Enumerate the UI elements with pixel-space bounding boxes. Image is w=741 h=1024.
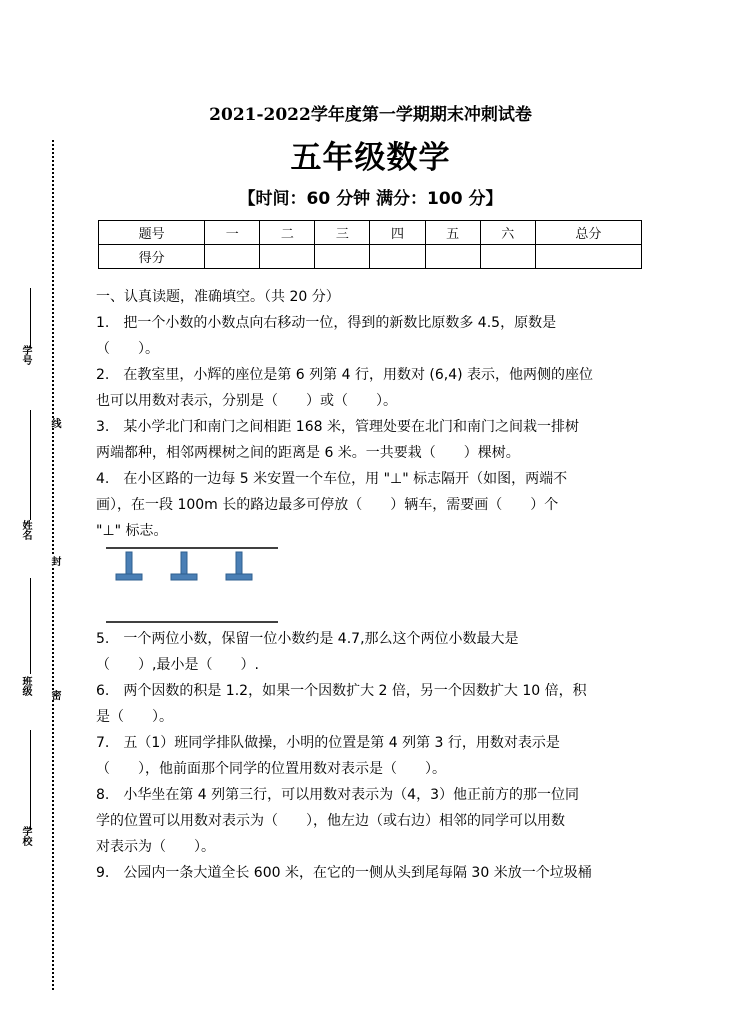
student-id-line bbox=[30, 288, 31, 348]
question-6-line-1: 6. 两个因数的积是 1.2，如果一个因数扩大 2 倍，另一个因数扩大 10 倍，积 bbox=[96, 683, 587, 699]
section-heading: 一、认真读题，准确填空。（共 20 分） bbox=[96, 289, 340, 305]
question-2-line-1: 2. 在教室里，小辉的座位是第 6 列第 4 行，用数对 (6,4) 表示，他两侧的座位 bbox=[96, 367, 594, 383]
question-8-line-1: 8. 小华坐在第 4 列第三行，可以用数对表示为（4，3）他正前方的那一位同 bbox=[96, 787, 579, 803]
question-1-line-2: （ ）。 bbox=[96, 341, 159, 357]
table-cell: 六 bbox=[480, 221, 535, 245]
score-input-cell[interactable] bbox=[480, 245, 535, 269]
score-input-cell[interactable] bbox=[425, 245, 480, 269]
score-input-cell[interactable] bbox=[260, 245, 315, 269]
table-cell: 题号 bbox=[99, 221, 205, 245]
question-3-line-1: 3. 某小学北门和南门之间相距 168 米，管理处要在北门和南门之间栽一排树 bbox=[96, 419, 579, 435]
question-4-line-3: "⊥" 标志。 bbox=[96, 523, 168, 539]
table-cell: 二 bbox=[260, 221, 315, 245]
school-label: 学校 bbox=[20, 826, 31, 846]
score-input-cell[interactable] bbox=[535, 245, 641, 269]
table-cell: 总分 bbox=[535, 221, 641, 245]
question-7-line-2: （ ），他前面那个同学的位置用数对表示是（ ）。 bbox=[96, 761, 446, 777]
seal-mark-line: 线 bbox=[49, 418, 60, 428]
question-2-line-2: 也可以用数对表示，分别是（ ）或（ ）。 bbox=[96, 393, 397, 409]
table-cell: 四 bbox=[370, 221, 425, 245]
name-line bbox=[30, 410, 31, 520]
score-input-cell[interactable] bbox=[315, 245, 370, 269]
question-4-line-1: 4. 在小区路的一边每 5 米安置一个车位，用 "⊥" 标志隔开（如图，两端不 bbox=[96, 471, 568, 487]
perp-marker-3 bbox=[226, 552, 252, 580]
question-6-line-2: 是（ ）。 bbox=[96, 709, 173, 725]
question-1-line-1: 1. 把一个小数的小数点向右移动一位，得到的新数比原数多 4.5，原数是 bbox=[96, 315, 557, 331]
question-9-line-1: 9. 公园内一条大道全长 600 米，在它的一侧从头到尾每隔 30 米放一个垃圾桶 bbox=[96, 865, 592, 881]
table-cell: 一 bbox=[205, 221, 260, 245]
table-cell: 得分 bbox=[99, 245, 205, 269]
name-label: 姓名 bbox=[20, 520, 31, 540]
score-input-cell[interactable] bbox=[370, 245, 425, 269]
exam-title: 五年级数学 bbox=[290, 140, 451, 176]
class-line bbox=[30, 578, 31, 674]
perp-marker-2 bbox=[171, 552, 197, 580]
score-table bbox=[98, 220, 642, 269]
question-4-line-2: 画），在一段 100m 长的路边最多可停放（ ）辆车，需要画（ ）个 bbox=[96, 497, 559, 513]
score-table-score-row bbox=[99, 245, 642, 269]
question-7-line-1: 7. 五（1）班同学排队做操，小明的位置是第 4 列第 3 行，用数对表示是 bbox=[96, 735, 560, 751]
question-5-line-1: 5. 一个两位小数，保留一位小数约是 4.7,那么这个两位小数最大是 bbox=[96, 631, 519, 647]
question-3-line-2: 两端都种，相邻两棵树之间的距离是 6 米。一共要栽（ ）棵树。 bbox=[96, 445, 520, 461]
seal-mark-seal: 封 bbox=[49, 556, 60, 566]
score-input-cell[interactable] bbox=[205, 245, 260, 269]
parking-marker-figure bbox=[106, 546, 278, 626]
exam-subtitle: 2021-2022学年度第一学期期末冲刺试卷 bbox=[209, 105, 532, 125]
time-info: 【时间：60 分钟 满分：100 分】 bbox=[238, 189, 503, 209]
student-id-label: 学号 bbox=[20, 345, 31, 365]
question-8-line-3: 对表示为（ ）。 bbox=[96, 839, 215, 855]
table-cell: 五 bbox=[425, 221, 480, 245]
score-table-header-row bbox=[99, 221, 642, 245]
question-8-line-2: 学的位置可以用数对表示为（ ），他左边（或右边）相邻的同学可以用数 bbox=[96, 813, 565, 829]
question-5-line-2: （ ）,最小是（ ）. bbox=[96, 657, 259, 673]
class-label: 班级 bbox=[20, 676, 31, 696]
school-line bbox=[30, 730, 31, 830]
seal-mark-secret: 密 bbox=[49, 690, 60, 700]
table-cell: 三 bbox=[315, 221, 370, 245]
perp-marker-1 bbox=[116, 552, 142, 580]
